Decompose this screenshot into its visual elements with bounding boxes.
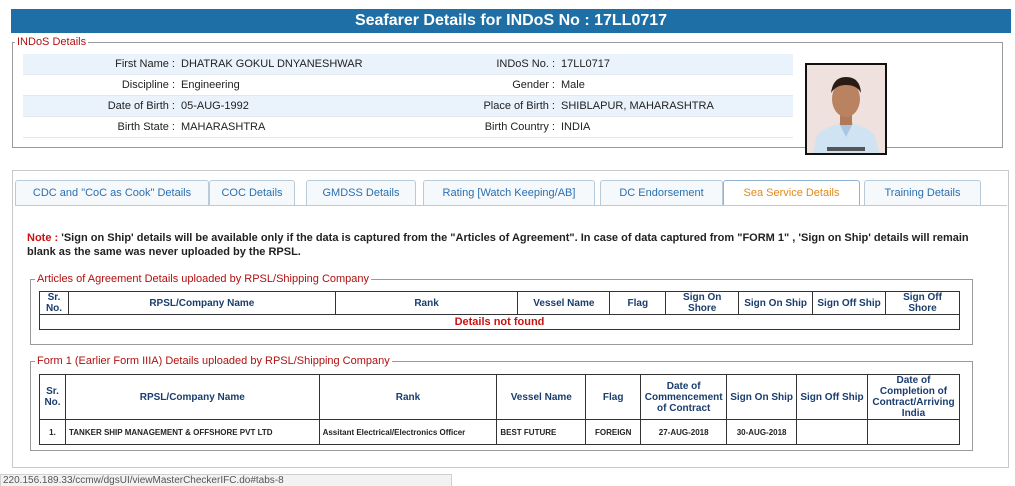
articles-table	[39, 291, 960, 330]
gender-label: Gender :	[478, 75, 558, 96]
col-sr-no: Sr. No.	[40, 375, 66, 420]
discipline-value: Engineering	[178, 75, 478, 96]
col-rank: Rank	[335, 292, 518, 315]
form1-legend: Form 1 (Earlier Form IIIA) Details uploaded by RPSL/Shipping Company	[37, 355, 390, 367]
articles-legend: Articles of Agreement Details uploaded by RPSL/Shipping Company	[37, 273, 370, 285]
note-text: 'Sign on Ship' details will be available only if the data is captured from the "Articles of Agreement". In case of data captured from "FORM 1" , 'Sign on Ship' details will remain blank as the same was never uploaded by the RPSL.	[27, 232, 969, 258]
gender-value: Male	[558, 75, 793, 96]
col-sign-on-shore: Sign On Shore	[666, 292, 739, 315]
cell-vessel-name: BEST FUTURE	[497, 420, 586, 445]
first-name-label: First Name :	[23, 54, 178, 75]
col-sign-off-shore: Sign Off Shore	[886, 292, 960, 315]
tab-sea-service-details[interactable]: Sea Service Details	[723, 180, 860, 205]
form1-table	[39, 374, 960, 445]
cell-company-name: TANKER SHIP MANAGEMENT & OFFSHORE PVT LTD	[65, 420, 319, 445]
col-vessel-name: Vessel Name	[497, 375, 586, 420]
tab-cdc-coc-cook[interactable]: CDC and "CoC as Cook" Details	[15, 180, 209, 205]
col-flag: Flag	[610, 292, 666, 315]
tab-training-details[interactable]: Training Details	[864, 180, 981, 205]
indos-details-table	[23, 54, 793, 138]
first-name-value: DHATRAK GOKUL DNYANESHWAR	[178, 54, 478, 75]
col-sign-off-ship: Sign Off Ship	[797, 375, 868, 420]
tab-gmdss-details[interactable]: GMDSS Details	[306, 180, 416, 205]
birth-state-value: MAHARASHTRA	[178, 117, 478, 138]
cell-sr-no: 1.	[40, 420, 66, 445]
sign-on-note	[27, 231, 977, 259]
note-label: Note :	[27, 232, 59, 244]
table-header-row	[40, 292, 960, 315]
portrait-image	[807, 65, 885, 153]
col-vessel-name: Vessel Name	[518, 292, 610, 315]
indos-details-legend: INDoS Details	[17, 36, 87, 48]
tab-coc-details[interactable]: COC Details	[209, 180, 295, 205]
dob-value: 05-AUG-1992	[178, 96, 478, 117]
col-sr-no: Sr. No.	[40, 292, 69, 315]
col-flag: Flag	[586, 375, 641, 420]
cell-sign-off-ship	[797, 420, 868, 445]
col-sign-off-ship: Sign Off Ship	[813, 292, 886, 315]
cell-sign-on-ship: 30-AUG-2018	[727, 420, 797, 445]
info-row	[23, 117, 793, 138]
tab-divider	[15, 205, 1007, 206]
cell-flag: FOREIGN	[586, 420, 641, 445]
indos-details-section	[12, 36, 1003, 148]
col-sign-on-ship: Sign On Ship	[739, 292, 813, 315]
indos-no-value: 17LL0717	[558, 54, 793, 75]
discipline-label: Discipline :	[23, 75, 178, 96]
info-row	[23, 75, 793, 96]
col-commencement: Date of Commencement of Contract	[641, 375, 727, 420]
birth-country-value: INDIA	[558, 117, 793, 138]
cell-commencement: 27-AUG-2018	[641, 420, 727, 445]
tab-dc-endorsement[interactable]: DC Endorsement	[600, 180, 723, 205]
place-of-birth-value: SHIBLAPUR, MAHARASHTRA	[558, 96, 793, 117]
col-rank: Rank	[319, 375, 497, 420]
col-completion: Date of Completion of Contract/Arriving India	[867, 375, 959, 420]
col-sign-on-ship: Sign On Ship	[727, 375, 797, 420]
table-row	[40, 315, 960, 330]
cell-rank: Assitant Electrical/Electronics Officer	[319, 420, 497, 445]
info-row	[23, 54, 793, 75]
birth-state-label: Birth State :	[23, 117, 178, 138]
seafarer-photo	[805, 63, 887, 155]
status-bar-url: 220.156.189.33/ccmw/dgsUI/viewMasterCheckerIFC.do#tabs-8	[0, 474, 452, 486]
table-header-row	[40, 375, 960, 420]
table-row	[40, 420, 960, 445]
indos-no-label: INDoS No. :	[478, 54, 558, 75]
info-row	[23, 96, 793, 117]
birth-country-label: Birth Country :	[478, 117, 558, 138]
cell-completion	[867, 420, 959, 445]
col-company-name: RPSL/Company Name	[65, 375, 319, 420]
col-company-name: RPSL/Company Name	[68, 292, 335, 315]
place-of-birth-label: Place of Birth :	[478, 96, 558, 117]
dob-label: Date of Birth :	[23, 96, 178, 117]
details-not-found: Details not found	[40, 315, 960, 330]
tab-rating-watch-keeping[interactable]: Rating [Watch Keeping/AB]	[423, 180, 595, 205]
page-title: Seafarer Details for INDoS No : 17LL0717	[11, 9, 1011, 33]
